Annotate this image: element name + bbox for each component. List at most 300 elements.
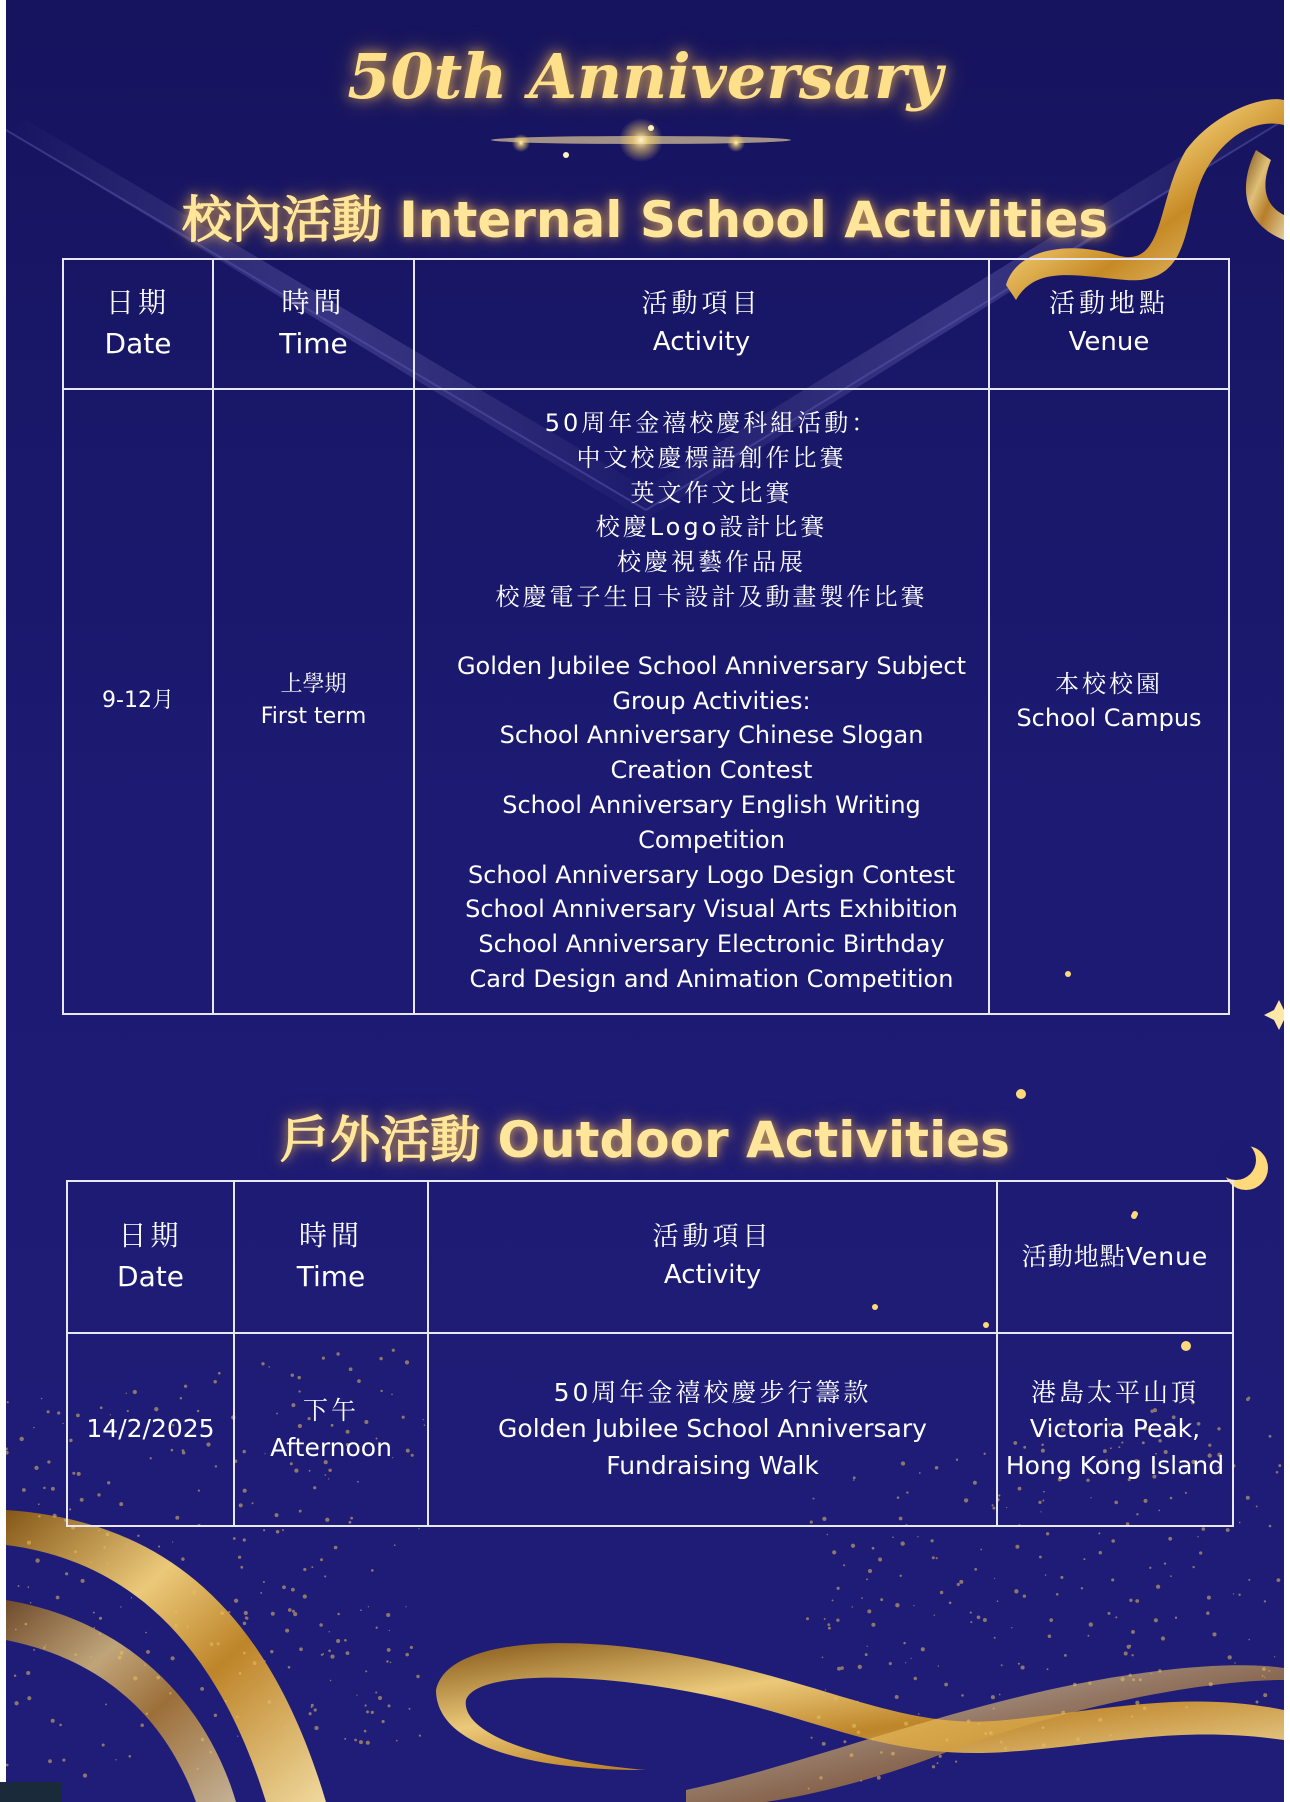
spacer [445, 615, 978, 649]
gold-dust-particle [1149, 1567, 1151, 1569]
right-frame-edge [1284, 0, 1290, 1802]
gold-dust-particle [932, 1765, 935, 1768]
gold-dust-particle [51, 1487, 55, 1491]
cell-activity [414, 389, 989, 1014]
gold-dust-particle [827, 1534, 829, 1536]
gold-dust-particle [1135, 1599, 1139, 1603]
outdoor-section-title: 戶外活動 Outdoor Activities [280, 1111, 1010, 1169]
gold-dust-particle [1001, 1664, 1003, 1666]
gold-dust-particle [1262, 1675, 1264, 1677]
gold-dust-particle [233, 1537, 236, 1540]
gold-dust-particle [1015, 1545, 1019, 1549]
header-date [67, 1181, 234, 1333]
gold-dust-particle [83, 1774, 87, 1778]
gold-dust-particle [74, 1550, 77, 1553]
gold-dust-particle [33, 1649, 35, 1651]
gold-dust-particle [359, 1740, 363, 1744]
gold-dust-particle [913, 1605, 914, 1606]
gold-dust-particle [74, 1653, 77, 1656]
gold-dust-particle [857, 1730, 861, 1734]
header-venue-zh: 活動地點 [1048, 289, 1169, 320]
gold-dust-particle [237, 1736, 238, 1737]
gold-dust-particle [1056, 1593, 1059, 1596]
header-activity-en: Activity [652, 327, 751, 357]
gold-dust-particle [825, 1689, 826, 1690]
gold-dust-particle [999, 1694, 1001, 1696]
gold-dust-particle [243, 1538, 246, 1541]
gold-dust-particle [320, 1558, 323, 1561]
gold-dust-particle [105, 1703, 107, 1705]
gold-dust-particle [33, 1427, 35, 1429]
gold-dust-particle [1004, 1747, 1007, 1750]
gold-dust-particle [38, 1515, 41, 1518]
gold-dust-particle [1154, 1618, 1158, 1622]
gold-dust-particle [14, 1675, 16, 1677]
cell-venue [997, 1333, 1233, 1526]
gold-dust-particle [1264, 1600, 1266, 1602]
gold-dust-particle [354, 1739, 357, 1742]
gold-dust-particle [410, 1646, 413, 1649]
gold-dust-particle [1131, 1654, 1133, 1656]
gold-dust-particle [1264, 1677, 1265, 1678]
cell-date: 14/2/2025 [67, 1333, 234, 1526]
gold-dust-particle [891, 1752, 895, 1756]
gold-dust-particle [271, 1612, 275, 1616]
gold-dust-particle [416, 1675, 419, 1678]
gold-dust-particle [365, 1704, 367, 1706]
gold-dust-particle [314, 1708, 317, 1711]
internal-activities-table [62, 258, 1230, 1015]
gold-dust-particle [201, 1738, 204, 1741]
gold-dust-particle [1083, 1558, 1085, 1560]
header-activity-zh: 活動項目 [652, 1222, 773, 1253]
gold-dust-particle [6, 1764, 9, 1767]
cell-venue-zh: 港島太平山頂 [1030, 1378, 1199, 1408]
gold-dust-particle [386, 1660, 388, 1662]
gold-dust-particle [857, 1701, 858, 1702]
outdoor-activities-table [66, 1180, 1234, 1527]
gold-dust-particle [225, 1700, 227, 1702]
gold-dust-particle [1197, 1536, 1198, 1537]
gold-dust-particle [319, 1623, 323, 1627]
gold-dust-particle [57, 1411, 60, 1414]
gold-dust-particle [1018, 1663, 1020, 1665]
gold-dust-particle [917, 1536, 918, 1537]
gold-dust-particle [840, 1666, 844, 1670]
gold-dust-particle [819, 1776, 822, 1779]
gold-dust-particle [387, 1704, 390, 1707]
gold-dust-particle [892, 1536, 894, 1538]
gold-swirl-bottom [6, 1510, 1284, 1802]
gold-dust-particle [1110, 1734, 1112, 1736]
gold-dust-particle [1098, 1532, 1100, 1534]
gold-dust-particle [860, 1780, 862, 1782]
gold-dust-particle [309, 1712, 312, 1715]
activity-line-zh: 英文作文比賽 [630, 478, 793, 507]
gold-dust-particle [405, 1653, 409, 1657]
gold-dust-particle [98, 1530, 100, 1532]
gold-dust-particle [1256, 1701, 1259, 1704]
table-row [67, 1333, 1233, 1526]
gold-dust-particle [311, 1706, 313, 1708]
gold-dust-particle [822, 1742, 826, 1746]
gold-dust-particle [236, 1716, 239, 1719]
gold-dust-particle [1115, 1616, 1117, 1618]
gold-dust-particle [220, 1611, 224, 1615]
gold-dust-particle [1111, 1578, 1114, 1581]
gold-dust-particle [330, 1680, 331, 1681]
gold-dust-particle [418, 1528, 419, 1529]
gold-dust-particle [81, 1579, 85, 1583]
gold-dust-particle [238, 1556, 241, 1559]
gold-dust-particle [243, 1652, 246, 1655]
gold-dust-particle [1111, 1539, 1115, 1543]
gold-dust-particle [322, 1653, 324, 1655]
header-venue-en: Venue [1068, 327, 1150, 357]
cell-activity [428, 1333, 997, 1526]
activity-line-en: School Anniversary Chinese Slogan [499, 721, 924, 750]
gold-dust-particle [1206, 1611, 1209, 1614]
gold-dust-particle [1042, 1743, 1046, 1747]
gold-dust-particle [872, 1738, 874, 1740]
gold-dust-particle [994, 1637, 996, 1639]
gold-dust-particle [270, 1650, 273, 1653]
gold-dust-particle [14, 1701, 18, 1705]
gold-dust-particle [1000, 1741, 1003, 1744]
activity-line-zh: 校慶視藝作品展 [617, 548, 806, 577]
gold-dust-particle [877, 1776, 881, 1780]
gold-dust-particle [268, 1700, 272, 1704]
gold-dust-particle [1207, 1596, 1211, 1600]
gold-dust-particle [172, 1541, 173, 1542]
gold-dust-particle [38, 1503, 40, 1505]
gold-dust-particle [35, 1558, 39, 1562]
gold-dust-particle [360, 1609, 362, 1611]
cell-venue-zh: 本校校園 [1055, 669, 1163, 698]
header-activity-zh: 活動項目 [641, 289, 762, 320]
anniversary-title: 50th Anniversary [347, 40, 943, 113]
gold-dust-particle [186, 1626, 188, 1628]
gold-dust-particle [51, 1719, 55, 1723]
gold-dust-particle [1262, 1667, 1266, 1671]
gold-dust-particle [311, 1566, 313, 1568]
gold-dust-particle [872, 1547, 875, 1550]
gold-dust-particle [288, 1608, 292, 1612]
table-header-row [67, 1181, 1233, 1333]
gold-dust-particle [59, 1724, 62, 1727]
gold-dust-particle [937, 1762, 939, 1764]
gold-dust-particle [843, 1564, 845, 1566]
gold-dust-particle [1269, 1435, 1272, 1438]
gold-dust-particle [1164, 1562, 1166, 1564]
gold-dust-particle [1129, 1599, 1132, 1602]
gold-dust-particle [192, 1590, 196, 1594]
gold-dust-particle [140, 1723, 143, 1726]
gold-dust-particle [47, 1460, 50, 1463]
cell-time-zh: 下午 [302, 1396, 359, 1426]
header-date-en: Date [104, 327, 172, 360]
gold-dust-particle [174, 1624, 177, 1627]
cell-time-zh: 上學期 [280, 672, 347, 698]
activity-line-en: Golden Jubilee School Anniversary Subject [456, 651, 967, 680]
gold-dust-particle [895, 1603, 899, 1607]
gold-dust-particle [285, 1629, 289, 1633]
cell-time [213, 389, 414, 1014]
gold-dust-particle [1087, 1635, 1089, 1637]
gold-dust-particle [6, 1451, 9, 1455]
gold-dust-particle [394, 1544, 396, 1546]
gold-dust-particle [293, 1612, 297, 1616]
gold-dust-particle [56, 1596, 60, 1600]
gold-dust-particle [824, 1618, 826, 1620]
gold-dust-particle [858, 1665, 862, 1669]
activity-line-en: Creation Contest [610, 756, 813, 785]
gold-dust-particle [382, 1720, 385, 1723]
gold-dust-particle [1156, 1585, 1160, 1589]
gold-dust-particle [276, 1530, 280, 1534]
gold-dust-particle [197, 1768, 199, 1770]
gold-dust-particle [1199, 1551, 1202, 1554]
header-date-en: Date [117, 1260, 184, 1293]
gold-dust-particle [1061, 1711, 1065, 1715]
gold-dust-particle [34, 1466, 38, 1470]
cell-time-en: First term [260, 704, 367, 730]
gold-dust-particle [103, 1546, 105, 1548]
gold-dust-particle [895, 1695, 899, 1699]
gold-dust-particle [314, 1726, 318, 1730]
gold-dust-particle [375, 1691, 377, 1693]
gold-dust-particle [1023, 1595, 1026, 1598]
gold-dust-particle [901, 1541, 905, 1545]
gold-dust-particle [378, 1696, 382, 1700]
gold-dust-particle [336, 1639, 340, 1643]
activity-line-en: School Anniversary English Writing [502, 790, 921, 819]
gold-dust-particle [299, 1647, 303, 1651]
gold-dust-particle [137, 1535, 139, 1537]
gold-dust-particle [904, 1721, 908, 1725]
gold-dust-particle [7, 1401, 9, 1403]
gold-dust-particle [1045, 1574, 1047, 1576]
gold-dust-particle [1256, 1505, 1258, 1507]
gold-dust-particle [30, 1602, 31, 1603]
gold-dust-particle [1248, 1639, 1249, 1640]
gold-dust-particle [1129, 1645, 1131, 1647]
gold-dust-particle [210, 1642, 214, 1646]
gold-dust-particle [99, 1617, 102, 1620]
gold-dust-particle [880, 1598, 883, 1601]
header-time-en: Time [296, 1260, 366, 1293]
gold-dust-particle [949, 1601, 952, 1604]
gold-dust-particle [146, 1713, 148, 1715]
gold-dust-particle [1263, 1693, 1267, 1697]
gold-dust-particle [825, 1697, 826, 1698]
gold-dust-particle [27, 1696, 31, 1700]
gold-dust-particle [867, 1646, 868, 1647]
gold-dust-particle [145, 1632, 147, 1634]
header-date-zh: 日期 [118, 1219, 183, 1253]
gold-dust-particle [957, 1583, 960, 1586]
gold-dust-particle [366, 1741, 370, 1745]
gold-dust-particle [822, 1657, 824, 1659]
gold-dust-particle [217, 1642, 220, 1645]
gold-dust-particle [828, 1627, 831, 1630]
activity-line-en: School Anniversary Visual Arts Exhibition [465, 895, 958, 924]
gold-dust-particle [832, 1550, 836, 1554]
gold-dust-particle [843, 1740, 846, 1743]
gold-dust-particle [1192, 1566, 1194, 1568]
gold-dust-particle [260, 1592, 262, 1594]
gold-dust-particle [1161, 1636, 1165, 1640]
gold-dust-particle [133, 1676, 137, 1680]
gold-dust-particle [1014, 1589, 1018, 1593]
gold-dust-particle [889, 1662, 892, 1665]
activity-line-zh: 中文校慶標語創作比賽 [576, 443, 847, 472]
gold-dust-particle [1081, 1587, 1083, 1589]
gold-dust-particle [396, 1740, 398, 1742]
gold-dust-particle [244, 1611, 248, 1615]
gold-dust-particle [129, 1755, 132, 1758]
gold-dust-particle [324, 1575, 326, 1577]
gold-dust-particle [980, 1549, 982, 1551]
gold-dust-particle [1060, 1576, 1063, 1579]
gold-dust-particle [993, 1708, 995, 1710]
gold-dust-particle [899, 1575, 901, 1577]
gold-dust-particle [1209, 1682, 1213, 1686]
header-time-zh: 時間 [298, 1219, 363, 1253]
gold-dust-particle [861, 1597, 863, 1599]
activity-line-en: School Anniversary Electronic Birthday [478, 930, 945, 959]
gold-dust-particle [263, 1529, 265, 1531]
gold-dust-particle [994, 1578, 995, 1579]
gold-dust-particle [120, 1651, 124, 1655]
gold-dust-particle [983, 1618, 987, 1622]
internal-section-title: 校內活動 Internal School Activities [181, 191, 1109, 249]
title-sparkle [491, 118, 791, 162]
gold-dust-particle [974, 1568, 977, 1571]
gold-dust-particle [1143, 1706, 1147, 1710]
gold-dust-particle [156, 1676, 160, 1680]
gold-dust-particle [1269, 1525, 1272, 1528]
gold-dust-particle [158, 1546, 160, 1548]
gold-dust-particle [1233, 1593, 1234, 1594]
activity-line-zh: 校慶電子生日卡設計及動畫製作比賽 [495, 582, 928, 611]
gold-dust-particle [303, 1594, 307, 1598]
gold-dust-particle [961, 1694, 964, 1697]
gold-dust-particle [1046, 1532, 1049, 1535]
gold-dust-particle [93, 1612, 95, 1614]
gold-dust-particle [356, 1695, 357, 1696]
gold-dust-particle [934, 1615, 935, 1616]
header-time [234, 1181, 428, 1333]
gold-dust-particle [200, 1687, 204, 1691]
gold-dust-particle [977, 1615, 981, 1619]
gold-dust-particle [921, 1647, 925, 1651]
header-time-zh: 時間 [281, 286, 346, 320]
gold-dust-particle [970, 1612, 972, 1614]
gold-dust-particle [955, 1761, 957, 1763]
gold-dust-particle [366, 1710, 369, 1713]
gold-dust-particle [1228, 1655, 1232, 1659]
gold-dust-particle [90, 1561, 92, 1563]
gold-dust-particle [1121, 1677, 1125, 1681]
gold-dust-particle [1064, 1654, 1067, 1657]
gold-dust-particle [282, 1585, 286, 1589]
gold-dust-particle [1175, 1617, 1177, 1619]
gold-dust-particle [387, 1648, 391, 1652]
gold-dust-particle [171, 1656, 175, 1660]
gold-dust-particle [1131, 1630, 1135, 1634]
gold-dust-particle [836, 1619, 839, 1622]
gold-dust-particle [386, 1613, 390, 1617]
gold-dust-particle [865, 1653, 868, 1656]
header-venue: 活動地點Venue [997, 1181, 1233, 1333]
gold-dust-particle [1151, 1673, 1153, 1675]
gold-dust-particle [1239, 1522, 1241, 1524]
gold-dust-particle [871, 1623, 875, 1627]
gold-dust-particle [959, 1580, 963, 1584]
gold-dust-particle [371, 1711, 374, 1714]
gold-dust-particle [978, 1723, 980, 1725]
gold-dust-particle [48, 1759, 52, 1763]
gold-dust-particle [1212, 1632, 1216, 1636]
gold-dust-particle [344, 1639, 347, 1642]
cell-venue [989, 389, 1229, 1014]
gold-dust-particle [94, 1627, 96, 1629]
gold-dust-particle [25, 1623, 28, 1626]
gold-dust-particle [808, 1788, 810, 1790]
gold-dust-particle [26, 1671, 30, 1675]
gold-dust-particle [53, 1514, 57, 1518]
gold-dust-particle [834, 1697, 838, 1701]
gold-dust-particle [264, 1660, 266, 1662]
gold-dust-particle [43, 1487, 46, 1490]
gold-dust-particle [903, 1642, 905, 1644]
gold-dust-particle [1276, 1471, 1279, 1474]
gold-dust-particle [1099, 1551, 1102, 1554]
table-header-row [63, 259, 1229, 389]
gold-dust-particle [1274, 1656, 1275, 1657]
gold-dust-particle [905, 1662, 906, 1663]
gold-dust-particle [1124, 1652, 1128, 1656]
gold-dust-particle [932, 1556, 935, 1559]
gold-dust-particle [409, 1708, 411, 1710]
gold-dust-particle [851, 1544, 855, 1548]
header-activity [428, 1181, 997, 1333]
gold-dust-particle [115, 1759, 116, 1760]
gold-dust-particle [18, 1585, 20, 1587]
cell-venue-en-1: Victoria Peak, [1029, 1414, 1201, 1444]
gold-dust-particle [263, 1581, 265, 1583]
header-date-zh: 日期 [105, 286, 170, 320]
gold-dust-particle [344, 1738, 346, 1740]
gold-dust-particle [65, 1572, 68, 1575]
gold-dust-particle [330, 1655, 334, 1659]
gold-dust-particle [371, 1569, 374, 1572]
cell-activity-zh: 50周年金禧校慶步行籌款 [553, 1378, 872, 1408]
gold-dust-particle [1139, 1678, 1142, 1681]
cell-time-en: Afternoon [270, 1432, 392, 1462]
gold-dust-particle [390, 1662, 392, 1664]
gold-dust-particle [62, 1759, 65, 1762]
gold-dust-particle [99, 1633, 101, 1635]
gold-dust-particle [27, 1586, 29, 1588]
gold-dust-particle [22, 1488, 26, 1492]
gold-dust-particle [878, 1558, 882, 1562]
gold-dust-particle [62, 1423, 63, 1424]
gold-dust-particle [938, 1665, 939, 1666]
header-time [213, 259, 414, 389]
gold-dust-particle [936, 1557, 938, 1559]
